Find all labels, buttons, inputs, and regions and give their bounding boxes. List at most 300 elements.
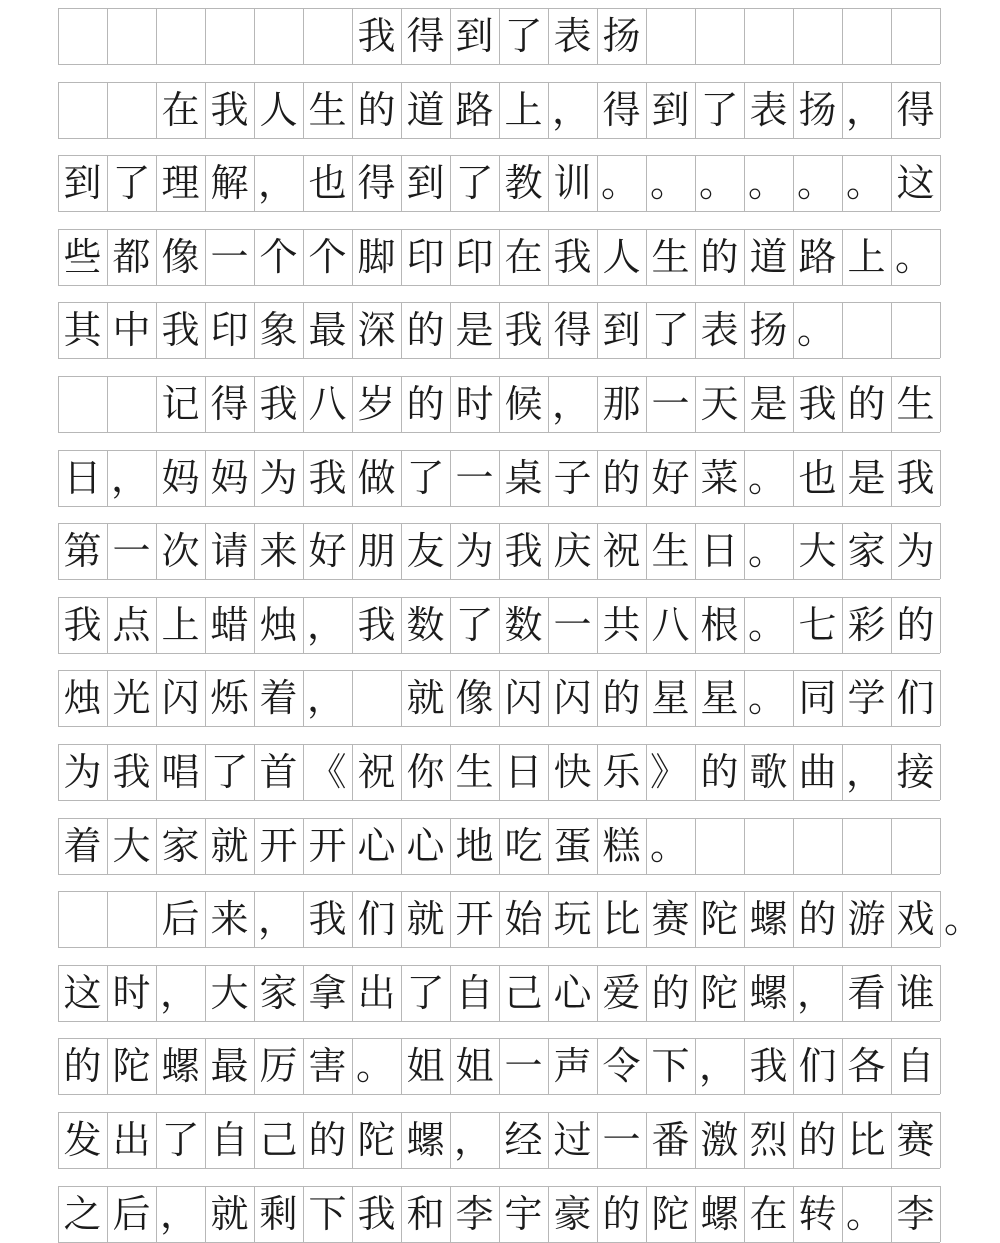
grid-line (940, 1038, 941, 1094)
grid-char: 印 (455, 234, 494, 279)
grid-char: 学 (847, 676, 886, 721)
grid-char: 螺 (406, 1118, 445, 1162)
grid-char: 训 (553, 161, 592, 206)
grid-char: 生 (651, 234, 690, 279)
grid-char: ， (552, 87, 591, 132)
grid-line (793, 818, 794, 874)
grid-char: 我 (504, 308, 543, 353)
grid-char (107, 82, 156, 138)
grid-char: 妈 (161, 455, 200, 500)
grid-char: 玩 (553, 897, 592, 942)
grid-line (695, 8, 696, 64)
grid-char: 后 (112, 1191, 151, 1236)
grid-line (58, 1168, 940, 1169)
grid-char: 吃 (504, 823, 543, 868)
grid-char: 。 (356, 1044, 395, 1089)
grid-char: 是 (455, 308, 494, 353)
grid-line (58, 874, 940, 875)
grid-char: 日 (504, 750, 543, 794)
grid-char: 拿 (308, 970, 347, 1015)
grid-char: 是 (749, 382, 788, 426)
grid-char: 请 (210, 529, 249, 574)
grid-line (940, 1186, 941, 1242)
grid-char: 一 (651, 382, 690, 426)
grid-char: 经 (504, 1118, 543, 1162)
grid-char: 了 (651, 308, 690, 353)
grid-char: 深 (357, 308, 396, 353)
grid-line (842, 818, 843, 874)
grid-char: 我 (259, 382, 298, 426)
grid-char: 发 (63, 1118, 102, 1162)
grid-char: 日 (700, 529, 739, 574)
grid-line (695, 818, 696, 874)
grid-char: 。 (601, 161, 640, 206)
title-char: 表 (553, 14, 592, 58)
grid-char: 自 (455, 970, 494, 1015)
grid-char: 表 (700, 308, 739, 353)
grid-char: 最 (210, 1044, 249, 1089)
grid-char: ， (111, 455, 150, 500)
grid-char: 大 (798, 529, 837, 574)
grid-char: 出 (357, 970, 396, 1015)
grid-char: 开 (259, 823, 298, 868)
grid-char: 子 (553, 455, 592, 500)
grid-char: 》 (650, 750, 689, 794)
grid-char: 为 (63, 750, 102, 794)
grid-char: 蜡 (210, 602, 249, 647)
grid-line (58, 506, 940, 507)
grid-char: 螺 (749, 970, 788, 1015)
grid-char: 其 (63, 308, 102, 353)
grid-char: 得 (357, 161, 396, 206)
grid-line (940, 523, 941, 579)
grid-char: 歌 (749, 750, 788, 794)
grid-char: 《 (308, 750, 347, 794)
grid-char: 我 (798, 382, 837, 426)
grid-char: 了 (455, 602, 494, 647)
grid-char: 比 (847, 1118, 886, 1162)
grid-char: 根 (700, 602, 739, 647)
grid-char: 象 (259, 308, 298, 353)
grid-line (940, 670, 941, 726)
grid-char: ， (307, 602, 346, 647)
grid-char: 剩 (259, 1191, 298, 1236)
grid-char: 日 (63, 455, 102, 500)
grid-char: 在 (161, 87, 200, 132)
title-char (205, 8, 254, 64)
grid-char: 之 (63, 1191, 102, 1236)
grid-line (940, 229, 941, 285)
grid-char: 下 (308, 1191, 347, 1236)
grid-char: 比 (602, 897, 641, 942)
grid-char: 我 (896, 455, 935, 500)
grid-char: 自 (896, 1044, 935, 1089)
grid-char: 了 (406, 455, 445, 500)
grid-char: 己 (504, 970, 543, 1015)
grid-char: 这 (896, 161, 935, 206)
grid-char: 天 (700, 382, 739, 426)
grid-line (58, 726, 940, 727)
grid-char: 一 (210, 234, 249, 279)
grid-line (842, 302, 843, 358)
grid-char: 螺 (161, 1044, 200, 1089)
grid-char: 闪 (553, 676, 592, 721)
grid-char: 来 (210, 897, 249, 942)
grid-char: 上 (847, 234, 886, 279)
grid-char: 和 (406, 1191, 445, 1236)
grid-line (940, 818, 941, 874)
grid-char: 家 (259, 970, 298, 1015)
grid-char: 八 (308, 382, 347, 426)
grid-char: 生 (896, 382, 935, 426)
grid-char: 友 (406, 529, 445, 574)
grid-char: 。 (797, 161, 836, 206)
grid-char: 人 (602, 234, 641, 279)
grid-char: 印 (210, 308, 249, 353)
grid-char: 豪 (553, 1191, 592, 1236)
grid-char (107, 376, 156, 432)
grid-char: 的 (602, 1191, 641, 1236)
grid-char: 祝 (602, 529, 641, 574)
grid-char: 了 (406, 970, 445, 1015)
grid-char: 得 (602, 87, 641, 132)
grid-char: 烛 (259, 602, 298, 647)
grid-char: 扬 (798, 87, 837, 132)
grid-char: 们 (798, 1044, 837, 1089)
grid-char: 令 (602, 1044, 641, 1089)
grid-char: 快 (553, 750, 592, 794)
grid-char: 生 (651, 529, 690, 574)
grid-char: 数 (504, 602, 543, 647)
grid-line (58, 432, 940, 433)
title-char: 到 (455, 14, 494, 58)
grid-char: 李 (896, 1191, 935, 1236)
grid-line (891, 8, 892, 64)
grid-char: 共 (602, 602, 641, 647)
grid-char: 道 (749, 234, 788, 279)
grid-char: 爱 (602, 970, 641, 1015)
grid-char: 螺 (749, 897, 788, 942)
grid-line (58, 1242, 940, 1243)
grid-char: 个 (308, 234, 347, 279)
title-char (107, 8, 156, 64)
grid-line (646, 8, 647, 64)
grid-char: 心 (357, 823, 396, 868)
grid-char: 个 (259, 234, 298, 279)
grid-char: 地 (455, 823, 494, 868)
grid-char: 得 (553, 308, 592, 353)
grid-line (891, 302, 892, 358)
grid-char: 。 (797, 308, 836, 353)
grid-char: 曲 (798, 750, 837, 794)
grid-char: 的 (700, 750, 739, 794)
grid-char: 到 (651, 87, 690, 132)
grid-char: 的 (308, 1118, 347, 1162)
grid-char: 姐 (455, 1044, 494, 1089)
grid-char: ， (160, 1191, 199, 1236)
grid-char: 的 (700, 234, 739, 279)
grid-char: 到 (63, 161, 102, 206)
grid-char: 开 (455, 897, 494, 942)
grid-char: 路 (455, 87, 494, 132)
grid-char: 心 (553, 970, 592, 1015)
grid-char: 的 (406, 308, 445, 353)
grid-char: 糕 (602, 823, 641, 868)
grid-char: 的 (602, 676, 641, 721)
title-char (303, 8, 352, 64)
grid-char: 次 (161, 529, 200, 574)
grid-char: 陀 (700, 970, 739, 1015)
grid-char: ， (454, 1118, 493, 1162)
grid-char: 都 (112, 234, 151, 279)
grid-char: 着 (259, 676, 298, 721)
grid-char: 脚 (357, 234, 396, 279)
grid-char: 到 (406, 161, 445, 206)
grid-char: 得 (896, 87, 935, 132)
grid-char: 一 (112, 529, 151, 574)
grid-char: 陀 (357, 1118, 396, 1162)
grid-char: ， (797, 970, 836, 1015)
grid-char: 扬 (749, 308, 788, 353)
grid-char: 做 (357, 455, 396, 500)
grid-char: 番 (651, 1118, 690, 1162)
grid-char: 烛 (63, 676, 102, 721)
grid-char: 印 (406, 234, 445, 279)
grid-line (940, 965, 941, 1021)
grid-char: 的 (63, 1044, 102, 1089)
grid-char: 也 (798, 455, 837, 500)
grid-char: 陀 (700, 897, 739, 942)
grid-char: 得 (210, 382, 249, 426)
grid-char: 。 (748, 455, 787, 500)
grid-char: ， (552, 382, 591, 426)
grid-line (58, 211, 940, 212)
grid-char: 在 (749, 1191, 788, 1236)
grid-char: 一 (455, 455, 494, 500)
title-char (58, 8, 107, 64)
grid-char: 好 (308, 529, 347, 574)
grid-char: 我 (210, 87, 249, 132)
grid-char: 好 (651, 455, 690, 500)
grid-char: 各 (847, 1044, 886, 1089)
grid-char: 到 (602, 308, 641, 353)
grid-char: 在 (504, 234, 543, 279)
grid-char: 过 (553, 1118, 592, 1162)
grid-char: 。 (748, 602, 787, 647)
grid-char: 八 (651, 602, 690, 647)
grid-char: 岁 (357, 382, 396, 426)
grid-char: 的 (847, 382, 886, 426)
grid-char: 星 (651, 676, 690, 721)
grid-char: 接 (896, 750, 935, 794)
grid-char: 是 (847, 455, 886, 500)
title-char: 我 (357, 14, 396, 58)
grid-char: 桌 (504, 455, 543, 500)
grid-char: 你 (406, 750, 445, 794)
grid-char: 下 (651, 1044, 690, 1089)
grid-char: 时 (455, 382, 494, 426)
grid-char: 陀 (112, 1044, 151, 1089)
grid-line (940, 82, 941, 138)
grid-char: 始 (504, 897, 543, 942)
grid-char: 上 (504, 87, 543, 132)
grid-char: 。 (748, 676, 787, 721)
grid-char: 心 (406, 823, 445, 868)
grid-char (352, 670, 401, 726)
grid-char (58, 376, 107, 432)
grid-char: 表 (749, 87, 788, 132)
grid-char: 庆 (553, 529, 592, 574)
grid-char: 中 (112, 308, 151, 353)
grid-char: 我 (749, 1044, 788, 1089)
grid-char: 路 (798, 234, 837, 279)
grid-char: 祝 (357, 750, 396, 794)
grid-char: 了 (210, 750, 249, 794)
grid-line (58, 1094, 940, 1095)
grid-char: 声 (553, 1044, 592, 1089)
grid-char: 闪 (161, 676, 200, 721)
grid-char: 点 (112, 602, 151, 647)
grid-char: 谁 (896, 970, 935, 1015)
grid-char: 烈 (749, 1118, 788, 1162)
grid-line (940, 1112, 941, 1168)
grid-char: 我 (63, 602, 102, 647)
grid-char: 最 (308, 308, 347, 353)
grid-char: 赛 (651, 897, 690, 942)
grid-char: 候 (504, 382, 543, 426)
grid-char: 生 (308, 87, 347, 132)
grid-char: 。 (748, 161, 787, 206)
grid-char: 烁 (210, 676, 249, 721)
grid-char: 的 (798, 1118, 837, 1162)
grid-char: 就 (406, 897, 445, 942)
grid-line (940, 450, 941, 506)
grid-char: 了 (161, 1118, 200, 1162)
grid-char: 。 (650, 161, 689, 206)
grid-char: 自 (210, 1118, 249, 1162)
grid-char: 七 (798, 602, 837, 647)
grid-char: 。 (650, 823, 689, 868)
grid-char: ， (258, 897, 297, 942)
grid-char: 激 (700, 1118, 739, 1162)
grid-char: 们 (896, 676, 935, 721)
grid-char: 家 (847, 529, 886, 574)
grid-char: 像 (161, 234, 200, 279)
grid-char: 李 (455, 1191, 494, 1236)
grid-char: 为 (896, 529, 935, 574)
grid-char: 己 (259, 1118, 298, 1162)
grid-char: 看 (847, 970, 886, 1015)
grid-char: 时 (112, 970, 151, 1015)
grid-line (744, 8, 745, 64)
grid-char: 宇 (504, 1191, 543, 1236)
grid-char: 。 (895, 234, 934, 279)
grid-char: 朋 (357, 529, 396, 574)
grid-line (58, 1021, 940, 1022)
grid-char: ， (846, 750, 885, 794)
grid-char: 像 (455, 676, 494, 721)
grid-char: 道 (406, 87, 445, 132)
grid-char: 彩 (847, 602, 886, 647)
grid-line (58, 947, 940, 948)
grid-char: 害 (308, 1044, 347, 1089)
grid-char (58, 891, 107, 947)
grid-line (940, 302, 941, 358)
grid-line (58, 653, 940, 654)
grid-char: 同 (798, 676, 837, 721)
grid-char: 我 (112, 750, 151, 794)
grid-char: 了 (112, 161, 151, 206)
grid-line (58, 358, 940, 359)
grid-char: 就 (210, 1191, 249, 1236)
grid-char: 家 (161, 823, 200, 868)
grid-char: 生 (455, 750, 494, 794)
grid-char: 就 (406, 676, 445, 721)
grid-char: 游 (847, 897, 886, 942)
grid-char: 赛 (896, 1118, 935, 1162)
grid-char: 乐 (602, 750, 641, 794)
grid-line (940, 744, 941, 800)
grid-char: 光 (112, 676, 151, 721)
grid-char: 数 (406, 602, 445, 647)
grid-char: 螺 (700, 1191, 739, 1236)
grid-char: 我 (161, 308, 200, 353)
grid-char: ， (846, 87, 885, 132)
grid-char: 我 (504, 529, 543, 574)
grid-char: 一 (504, 1044, 543, 1089)
grid-char: 。 (748, 529, 787, 574)
grid-char: 。 (944, 897, 983, 942)
grid-char: 的 (651, 970, 690, 1015)
grid-char: 出 (112, 1118, 151, 1162)
grid-char: 大 (112, 823, 151, 868)
grid-char: 的 (357, 87, 396, 132)
grid-char (107, 891, 156, 947)
grid-char: 的 (896, 602, 935, 647)
title-char: 了 (504, 14, 543, 58)
grid-char: 首 (259, 750, 298, 794)
grid-char: 。 (846, 1191, 885, 1236)
grid-char: 大 (210, 970, 249, 1015)
grid-char: 我 (357, 602, 396, 647)
grid-line (891, 818, 892, 874)
grid-char: ， (699, 1044, 738, 1089)
grid-char (58, 82, 107, 138)
grid-char: 些 (63, 234, 102, 279)
grid-line (940, 376, 941, 432)
grid-char: ， (258, 161, 297, 206)
title-char: 扬 (602, 14, 641, 58)
grid-char: 那 (602, 382, 641, 426)
grid-char: 着 (63, 823, 102, 868)
grid-char: 上 (161, 602, 200, 647)
grid-char: ， (160, 970, 199, 1015)
grid-char: 妈 (210, 455, 249, 500)
grid-char: 解 (210, 161, 249, 206)
grid-char: 就 (210, 823, 249, 868)
grid-line (58, 138, 940, 139)
grid-char: 的 (798, 897, 837, 942)
grid-char: 也 (308, 161, 347, 206)
grid-char: 我 (553, 234, 592, 279)
grid-char: 的 (406, 382, 445, 426)
grid-line (940, 155, 941, 211)
grid-char: 蛋 (553, 823, 592, 868)
grid-char: 菜 (700, 455, 739, 500)
grid-line (793, 8, 794, 64)
grid-line (58, 64, 940, 65)
grid-char: 陀 (651, 1191, 690, 1236)
